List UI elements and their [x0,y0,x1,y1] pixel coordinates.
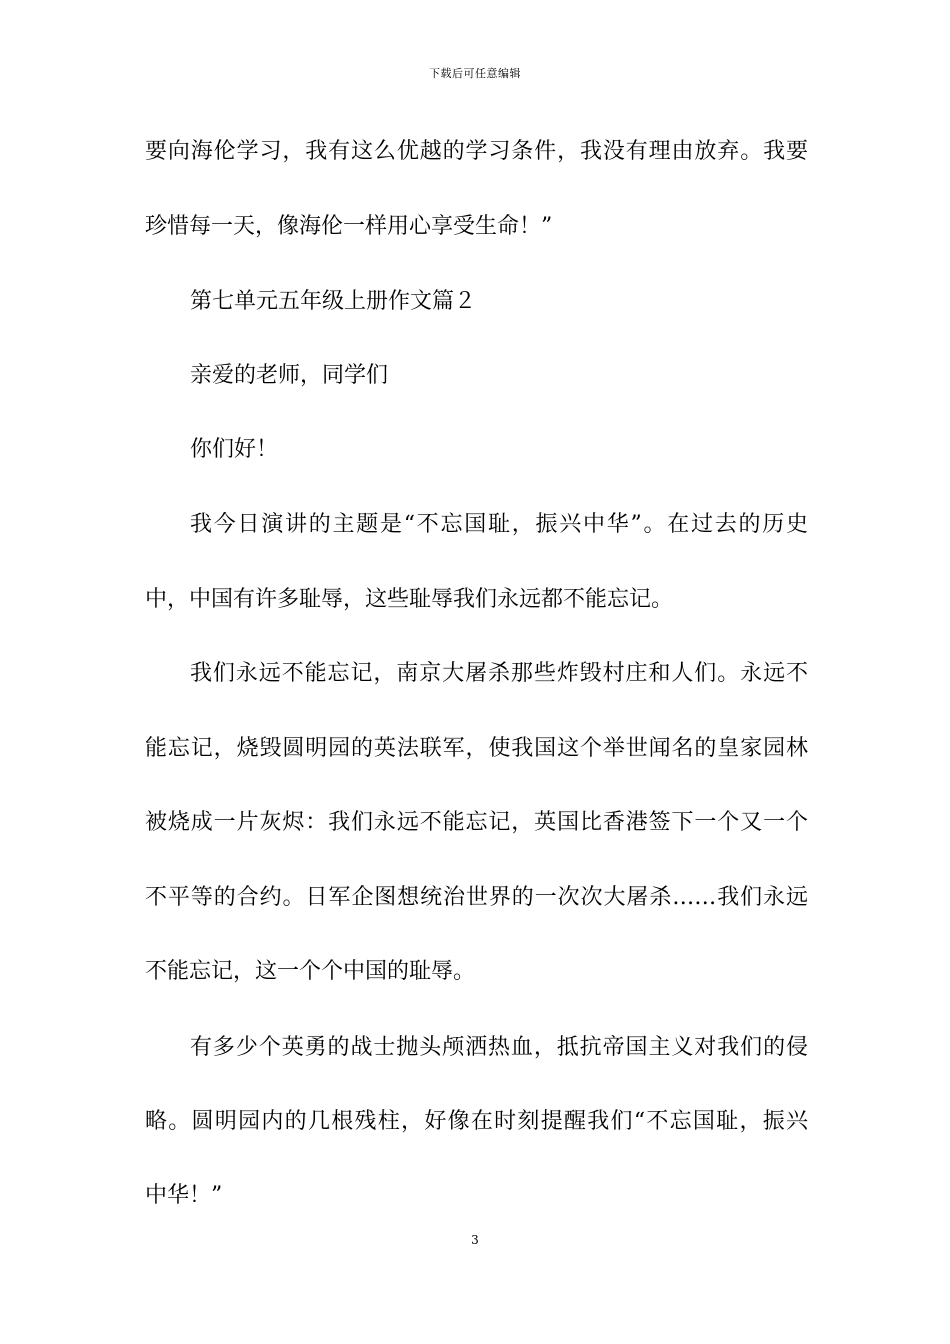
text-line: 不能忘记，这一个个中国的耻辱。 [145,959,476,984]
text-line: 我们永远不能忘记，南京大屠杀那些炸毁村庄和人们。永远不 [190,661,808,686]
text-line: 要向海伦学习，我有这么优越的学习条件，我没有理由放弃。我要 [145,139,808,164]
text-line: 不平等的合约。日军企图想统治世界的一次次大屠杀……我们永远 [145,885,808,910]
text-line: 能忘记，烧毁圆明园的英法联军，使我国这个举世闻名的皇家园林 [145,736,808,761]
text-line: 中，中国有许多耻辱，这些耻辱我们永远都不能忘记。 [145,587,674,612]
text-line: 珍惜每一天，像海伦一样用心享受生命！” [145,214,553,239]
text-line: 中华！” [145,1183,223,1208]
text-line: 被烧成一片灰烬：我们永远不能忘记，英国比香港签下一个又一个 [145,810,808,835]
greeting: 你们好！ [190,437,279,462]
text-line: 有多少个英勇的战士抛头颅洒热血，抵抗帝国主义对我们的侵 [190,1035,808,1060]
page-header: 下载后可任意编辑 [429,67,521,80]
salutation: 亲爱的老师，同学们 [190,363,389,388]
page-number: 3 [471,1233,479,1247]
text-line: 略。圆明园内的几根残柱，好像在时刻提醒我们“不忘国耻，振兴 [145,1109,808,1134]
text-line: 我今日演讲的主题是“不忘国耻，振兴中华”。在过去的历史 [190,512,808,537]
section-heading: 第七单元五年级上册作文篇２ [190,289,477,314]
